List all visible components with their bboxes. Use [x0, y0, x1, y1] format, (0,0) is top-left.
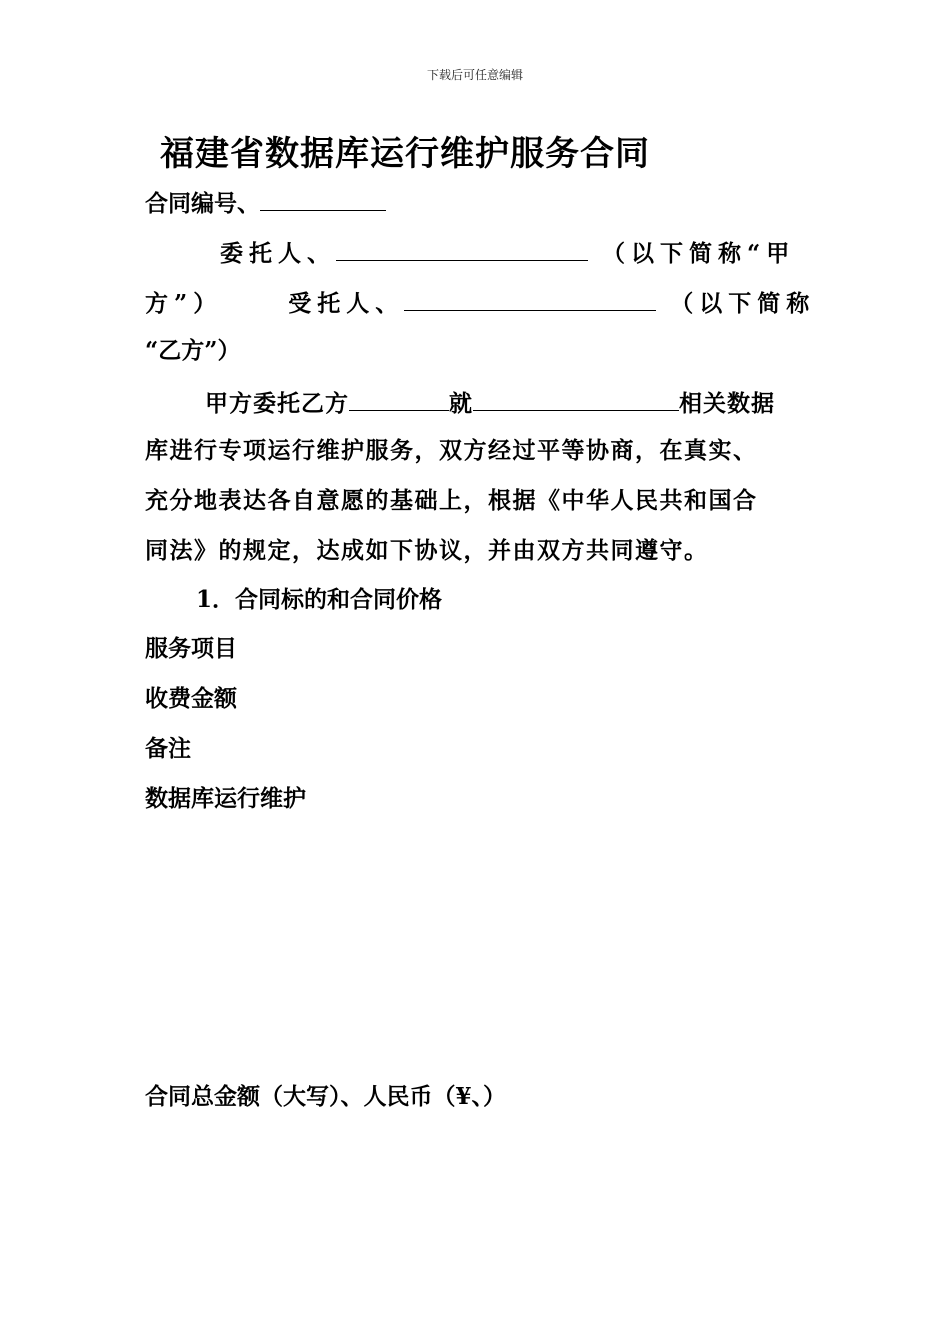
preamble-line-2: 库进行专项运行维护服务，双方经过平等协商，在真实、 — [145, 437, 758, 464]
contract-number-blank — [260, 186, 386, 211]
trustee-suffix-line — [145, 336, 240, 366]
header-note: 下载后可任意编辑 — [426, 68, 523, 82]
client-label: 委托人、 — [220, 240, 336, 267]
section1-heading: 1．合同标的和合同价格 — [196, 586, 443, 613]
preamble-line-4: 同法》的规定，达成如下协议，并由双方共同遵守。 — [145, 537, 709, 564]
client-line — [220, 236, 795, 269]
preamble-blank-2 — [473, 386, 679, 411]
trustee-suffix-2: “乙方”） — [145, 337, 241, 364]
trustee-suffix-1: （以下简称 — [670, 290, 816, 317]
document-title: 福建省数据库运行维护服务合同 — [160, 134, 650, 174]
contract-number-label: 合同编号、 — [145, 190, 260, 217]
preamble-part1: 甲方委托乙方 — [205, 390, 349, 417]
preamble-line-1 — [205, 386, 775, 419]
preamble-part2: 就 — [449, 390, 473, 417]
client-blank — [336, 236, 588, 261]
label-fee-amount: 收费金额 — [145, 685, 237, 712]
label-service-item: 服务项目 — [145, 635, 237, 662]
label-remarks: 备注 — [145, 735, 191, 762]
preamble-blank-1 — [349, 386, 449, 411]
contract-number-line — [145, 186, 386, 219]
trustee-label: 受托人、 — [288, 290, 405, 317]
preamble-line-3: 充分地表达各自意愿的基础上，根据《中华人民共和国合 — [145, 487, 758, 514]
preamble-part3: 相关数据 — [679, 390, 775, 417]
total-amount-line: 合同总金额（大写）、人民币（¥、） — [145, 1083, 507, 1110]
trustee-line — [145, 286, 815, 319]
label-db-maintenance: 数据库运行维护 — [145, 785, 306, 812]
client-suffix-2: 方”） — [145, 290, 223, 317]
trustee-blank — [404, 286, 656, 311]
client-suffix-1: （以下简称“甲 — [602, 240, 796, 267]
